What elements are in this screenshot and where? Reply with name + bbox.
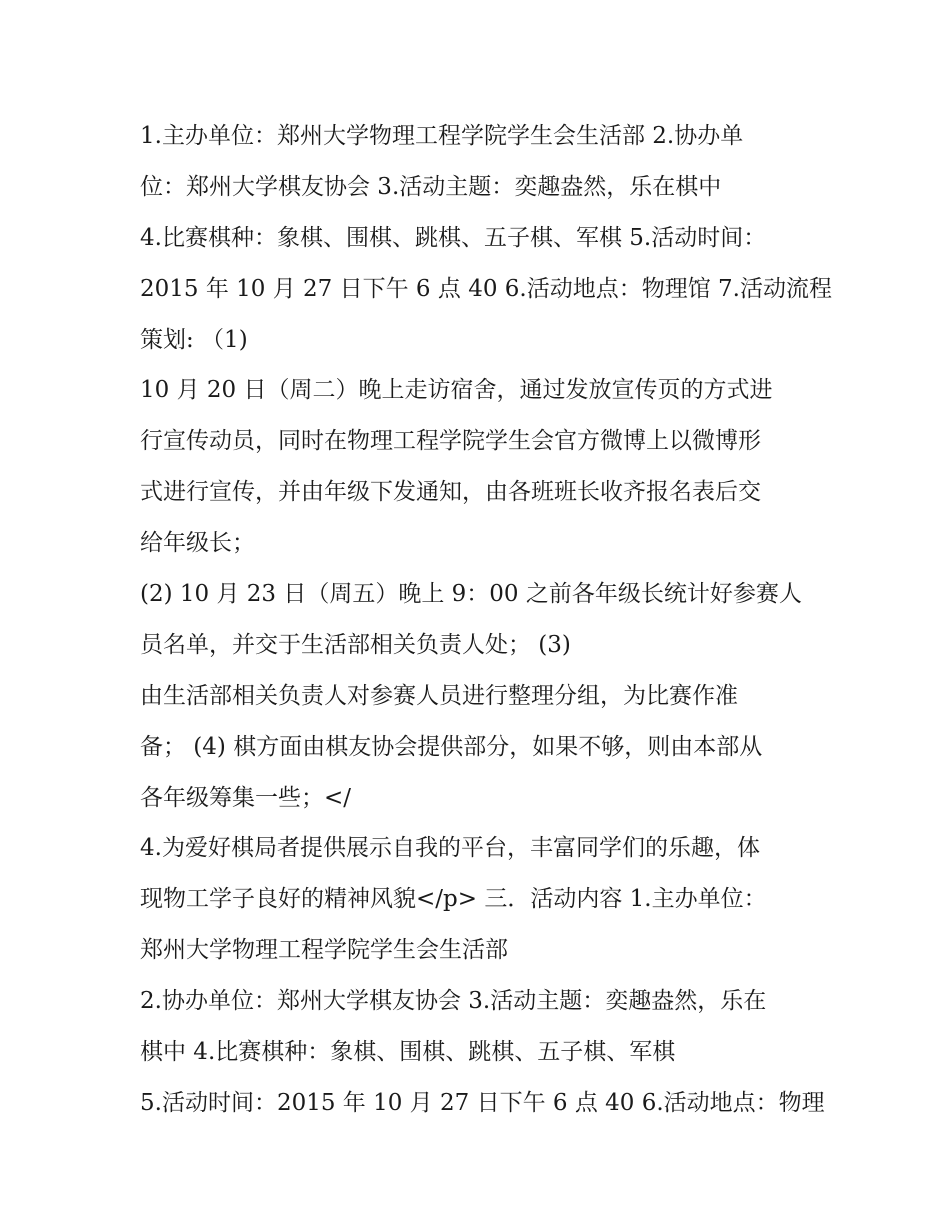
text-line: 各年级筹集一些；</ [140,784,352,811]
text-line: 1.主办单位：郑州大学物理工程学院学生会生活部 2.协办单 [140,123,744,149]
document-body [140,111,832,1129]
text-line: 由生活部相关负责人对参赛人员进行整理分组，为比赛作准 [140,682,738,709]
text-line: 备； (4) 棋方面由棋友协会提供部分，如果不够，则由本部从 [140,733,763,760]
text-line: 4.比赛棋种：象棋、围棋、跳棋、五子棋、军棋 5.活动时间： [140,224,767,251]
text-line: 策划: （1) [140,326,248,353]
text-line: 2015 年 10 月 27 日下午 6 点 40 6.活动地点：物理馆 7.活动流程 [140,275,832,302]
text-line: 2.协办单位：郑州大学棋友协会 3.活动主题：奕趣盎然，乐在 [140,988,767,1015]
text-line: 行宣传动员，同时在物理工程学院学生会官方微博上以微博形 [140,428,761,455]
text-line: 4.为爱好棋局者提供展示自我的平台，丰富同学们的乐趣，体 [140,835,760,862]
text-line: 棋中 4.比赛棋种：象棋、围棋、跳棋、五子棋、军棋 [140,1039,676,1066]
text-line: 给年级长； [140,530,255,557]
text-line: 5.活动时间：2015 年 10 月 27 日下午 6 点 40 6.活动地点：物理 [140,1089,825,1116]
text-line: 现物工学子良好的精神风貌</p> 三．活动内容 1.主办单位： [140,886,767,913]
text-line: 10 月 20 日（周二）晚上走访宿舍，通过发放宣传页的方式进 [140,377,773,404]
text-line: 员名单，并交于生活部相关负责人处； (3) [140,631,571,658]
text-line: (2) 10 月 23 日（周五）晚上 9：00 之前各年级长统计好参赛人 [140,581,802,608]
text-line: 郑州大学物理工程学院学生会生活部 [140,937,508,964]
text-line: 式进行宣传，并由年级下发通知，由各班班长收齐报名表后交 [140,479,761,506]
text-line: 位：郑州大学棋友协会 3.活动主题：奕趣盎然，乐在棋中 [140,173,722,200]
